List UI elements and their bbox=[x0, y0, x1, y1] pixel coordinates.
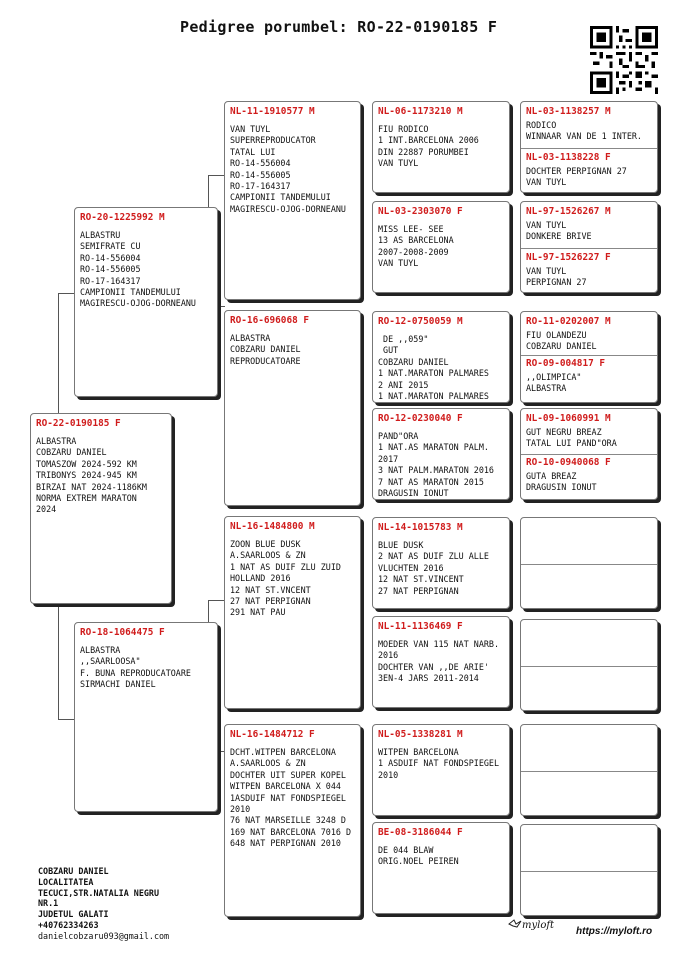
qr-code bbox=[590, 26, 658, 94]
ring-number: RO-20-1225992 M bbox=[80, 212, 165, 223]
connector bbox=[58, 293, 75, 414]
sire-card[interactable] bbox=[74, 207, 218, 397]
website-link[interactable]: https://myloft.ro bbox=[576, 926, 653, 937]
ring-number: RO-12-0750059 M bbox=[378, 316, 463, 327]
sd-dam-card[interactable] bbox=[372, 408, 510, 500]
pigeon-info: DE 044 BLAW ORIG.NOEL PEIREN bbox=[378, 845, 459, 867]
sire-dam-card[interactable] bbox=[224, 310, 361, 506]
ring-number: NL-03-1138228 F bbox=[526, 152, 611, 163]
ring-number: NL-11-1910577 M bbox=[230, 106, 315, 117]
pigeon-info: FIU OLANDEZU COBZARU DANIEL bbox=[526, 330, 597, 352]
ring-number: RO-18-1064475 F bbox=[80, 627, 165, 638]
ring-number: RO-22-0190185 F bbox=[36, 418, 121, 429]
great-grandparents-card[interactable] bbox=[520, 408, 658, 500]
owner-phone: +40762334263 bbox=[38, 919, 99, 930]
owner-name: COBZARU DANIEL bbox=[38, 866, 109, 876]
ring-number: NL-03-2303070 F bbox=[378, 206, 463, 217]
empty-card[interactable] bbox=[520, 619, 658, 711]
ring-number: NL-16-1484712 F bbox=[230, 729, 315, 740]
ring-number: RO-10-0940068 F bbox=[526, 457, 611, 468]
ss-dam-card[interactable] bbox=[372, 201, 510, 293]
pigeon-info: ZOON BLUE DUSK A.SAARLOOS & ZN 1 NAT AS DUIF ZLU ZUID HOLLAND 2016 12 NAT ST.VNCENT 27 NAT PERPIGNAN 291 NAT PAU bbox=[230, 539, 341, 618]
ring-number: NL-05-1338281 M bbox=[378, 729, 463, 740]
pigeon-info: PAND"ORA 1 NAT.AS MARATON PALM. 2017 3 NAT PALM.MARATON 2016 7 NAT AS MARATON 2015 DRAGUSIN IONUT bbox=[378, 431, 494, 499]
ring-number: BE-08-3186044 F bbox=[378, 827, 463, 838]
sd-sire-card[interactable] bbox=[372, 311, 510, 403]
pigeon-info: VAN TUYL PERPIGNAN 27 bbox=[526, 266, 587, 288]
ring-number: NL-06-1173210 M bbox=[378, 106, 463, 117]
owner-address-2: TECUCI,STR.NATALIA NEGRU bbox=[38, 887, 160, 898]
pigeon-info: GUTA BREAZ DRAGUSIN IONUT bbox=[526, 471, 597, 493]
dd-sire-card[interactable] bbox=[372, 724, 510, 816]
myloft-logo bbox=[508, 918, 554, 931]
ring-number: NL-16-1484800 M bbox=[230, 521, 315, 532]
ds-sire-card[interactable] bbox=[372, 517, 510, 609]
ring-number: RO-09-004817 F bbox=[526, 358, 606, 369]
owner-email[interactable]: danielcobzaru093@gmail.com bbox=[38, 930, 170, 941]
page-title: Pedigree porumbel: RO-22-0190185 F bbox=[180, 18, 498, 36]
ring-number: NL-14-1015783 M bbox=[378, 522, 463, 533]
ring-number: NL-03-1138257 M bbox=[526, 106, 611, 117]
ss-sire-card[interactable] bbox=[372, 101, 510, 193]
pigeon-info: DE ,,059" GUT COBZARU DANIEL 1 NAT.MARATON PALMARES 2 ANI 2015 1 NAT.MARATON PALMARES bbox=[378, 334, 489, 402]
dam-sire-card[interactable] bbox=[224, 516, 361, 709]
pigeon-info: VAN TUYL SUPERREPRODUCATOR TATAL LUI RO-14-556004 RO-14-556005 RO-17-164317 CAMPIONII TANDEMULUI MAGIRESCU-OJOG-DORNEANU bbox=[230, 124, 346, 214]
ring-number: RO-11-0202007 M bbox=[526, 316, 611, 327]
pedigree-subject-card[interactable] bbox=[30, 413, 172, 604]
ring-number: NL-09-1060991 M bbox=[526, 413, 611, 424]
owner-address-1: LOCALITATEA bbox=[38, 876, 94, 887]
owner-address-3: NR.1 bbox=[38, 898, 59, 909]
pigeon-info: ALBASTRU SEMIFRATE CU RO-14-556004 RO-14-556005 RO-17-164317 CAMPIONII TANDEMULUI MAGIRESCU-OJOG-DORNEANU bbox=[80, 230, 196, 309]
sire-sire-card[interactable] bbox=[224, 101, 361, 300]
pigeon-info: MISS LEE- SEE 13 AS BARCELONA 2007-2008-2009 VAN TUYL bbox=[378, 224, 454, 269]
pigeon-info: ALBASTRA ,,SAARLOOSA" F. BUNA REPRODUCATOARE SIRMACHI DANIEL bbox=[80, 645, 191, 690]
pigeon-info: FIU RODICO 1 INT.BARCELONA 2006 DIN 22887 PORUMBEI VAN TUYL bbox=[378, 124, 479, 169]
pigeon-info: DCHT.WITPEN BARCELONA A.SAARLOOS & ZN DOCHTER UIT SUPER KOPEL WITPEN BARCELONA X 044 1ASDUIF NAT FONDSPIEGEL 2010 76 NAT MARSEILLE 3248 D 169 NAT BARCELONA 7016 D 648 NAT PERPIGNAN 2010 bbox=[230, 747, 352, 849]
owner-address-4: JUDETUL GALATI bbox=[38, 909, 109, 920]
pigeon-info: DOCHTER PERPIGNAN 27 VAN TUYL bbox=[526, 166, 627, 188]
empty-card[interactable] bbox=[520, 824, 658, 916]
pigeon-info: RODICO WINNAAR VAN DE 1 INTER. bbox=[526, 120, 642, 142]
great-grandparents-card[interactable] bbox=[520, 201, 658, 293]
ring-number: RO-16-696068 F bbox=[230, 315, 310, 326]
empty-card[interactable] bbox=[520, 724, 658, 816]
pigeon-info: BLUE DUSK 2 NAT AS DUIF ZLU ALLE VLUCHTEN 2016 12 NAT ST.VINCENT 27 NAT PERPIGNAN bbox=[378, 540, 489, 596]
ring-number: NL-97-1526227 F bbox=[526, 252, 611, 263]
logo-text: myloft bbox=[522, 920, 555, 931]
pigeon-info: VAN TUYL DONKERE BRIVE bbox=[526, 220, 592, 242]
bird-icon bbox=[508, 918, 522, 930]
great-grandparents-card[interactable] bbox=[520, 311, 658, 403]
great-grandparents-card[interactable] bbox=[520, 101, 658, 193]
ds-dam-card[interactable] bbox=[372, 616, 510, 708]
ring-number: NL-97-1526267 M bbox=[526, 206, 611, 217]
pigeon-info: ALBASTRA COBZARU DANIEL REPRODUCATOARE bbox=[230, 333, 301, 366]
empty-card[interactable] bbox=[520, 517, 658, 609]
dd-dam-card[interactable] bbox=[372, 822, 510, 914]
pigeon-info: WITPEN BARCELONA 1 ASDUIF NAT FONDSPIEGEL 2010 bbox=[378, 747, 500, 780]
dam-dam-card[interactable] bbox=[224, 724, 361, 917]
ring-number: RO-12-0230040 F bbox=[378, 413, 463, 424]
pigeon-info: ALBASTRA COBZARU DANIEL TOMASZOW 2024-592 KM TRIBONYS 2024-945 KM BIRZAI NAT 2024-1186KM NORMA EXTREM MARATON 2024 bbox=[36, 436, 147, 515]
pigeon-info: MOEDER VAN 115 NAT NARB. 2016 DOCHTER VAN ,,DE ARIE' 3EN-4 JARS 2011-2014 bbox=[378, 639, 500, 684]
ring-number: NL-11-1136469 F bbox=[378, 621, 463, 632]
connector bbox=[58, 604, 75, 720]
pigeon-info: GUT NEGRU BREAZ TATAL LUI PAND"ORA bbox=[526, 427, 617, 449]
owner-info bbox=[38, 866, 169, 942]
dam-card[interactable] bbox=[74, 622, 218, 812]
pigeon-info: ,,OLIMPICA" ALBASTRA bbox=[526, 372, 582, 394]
